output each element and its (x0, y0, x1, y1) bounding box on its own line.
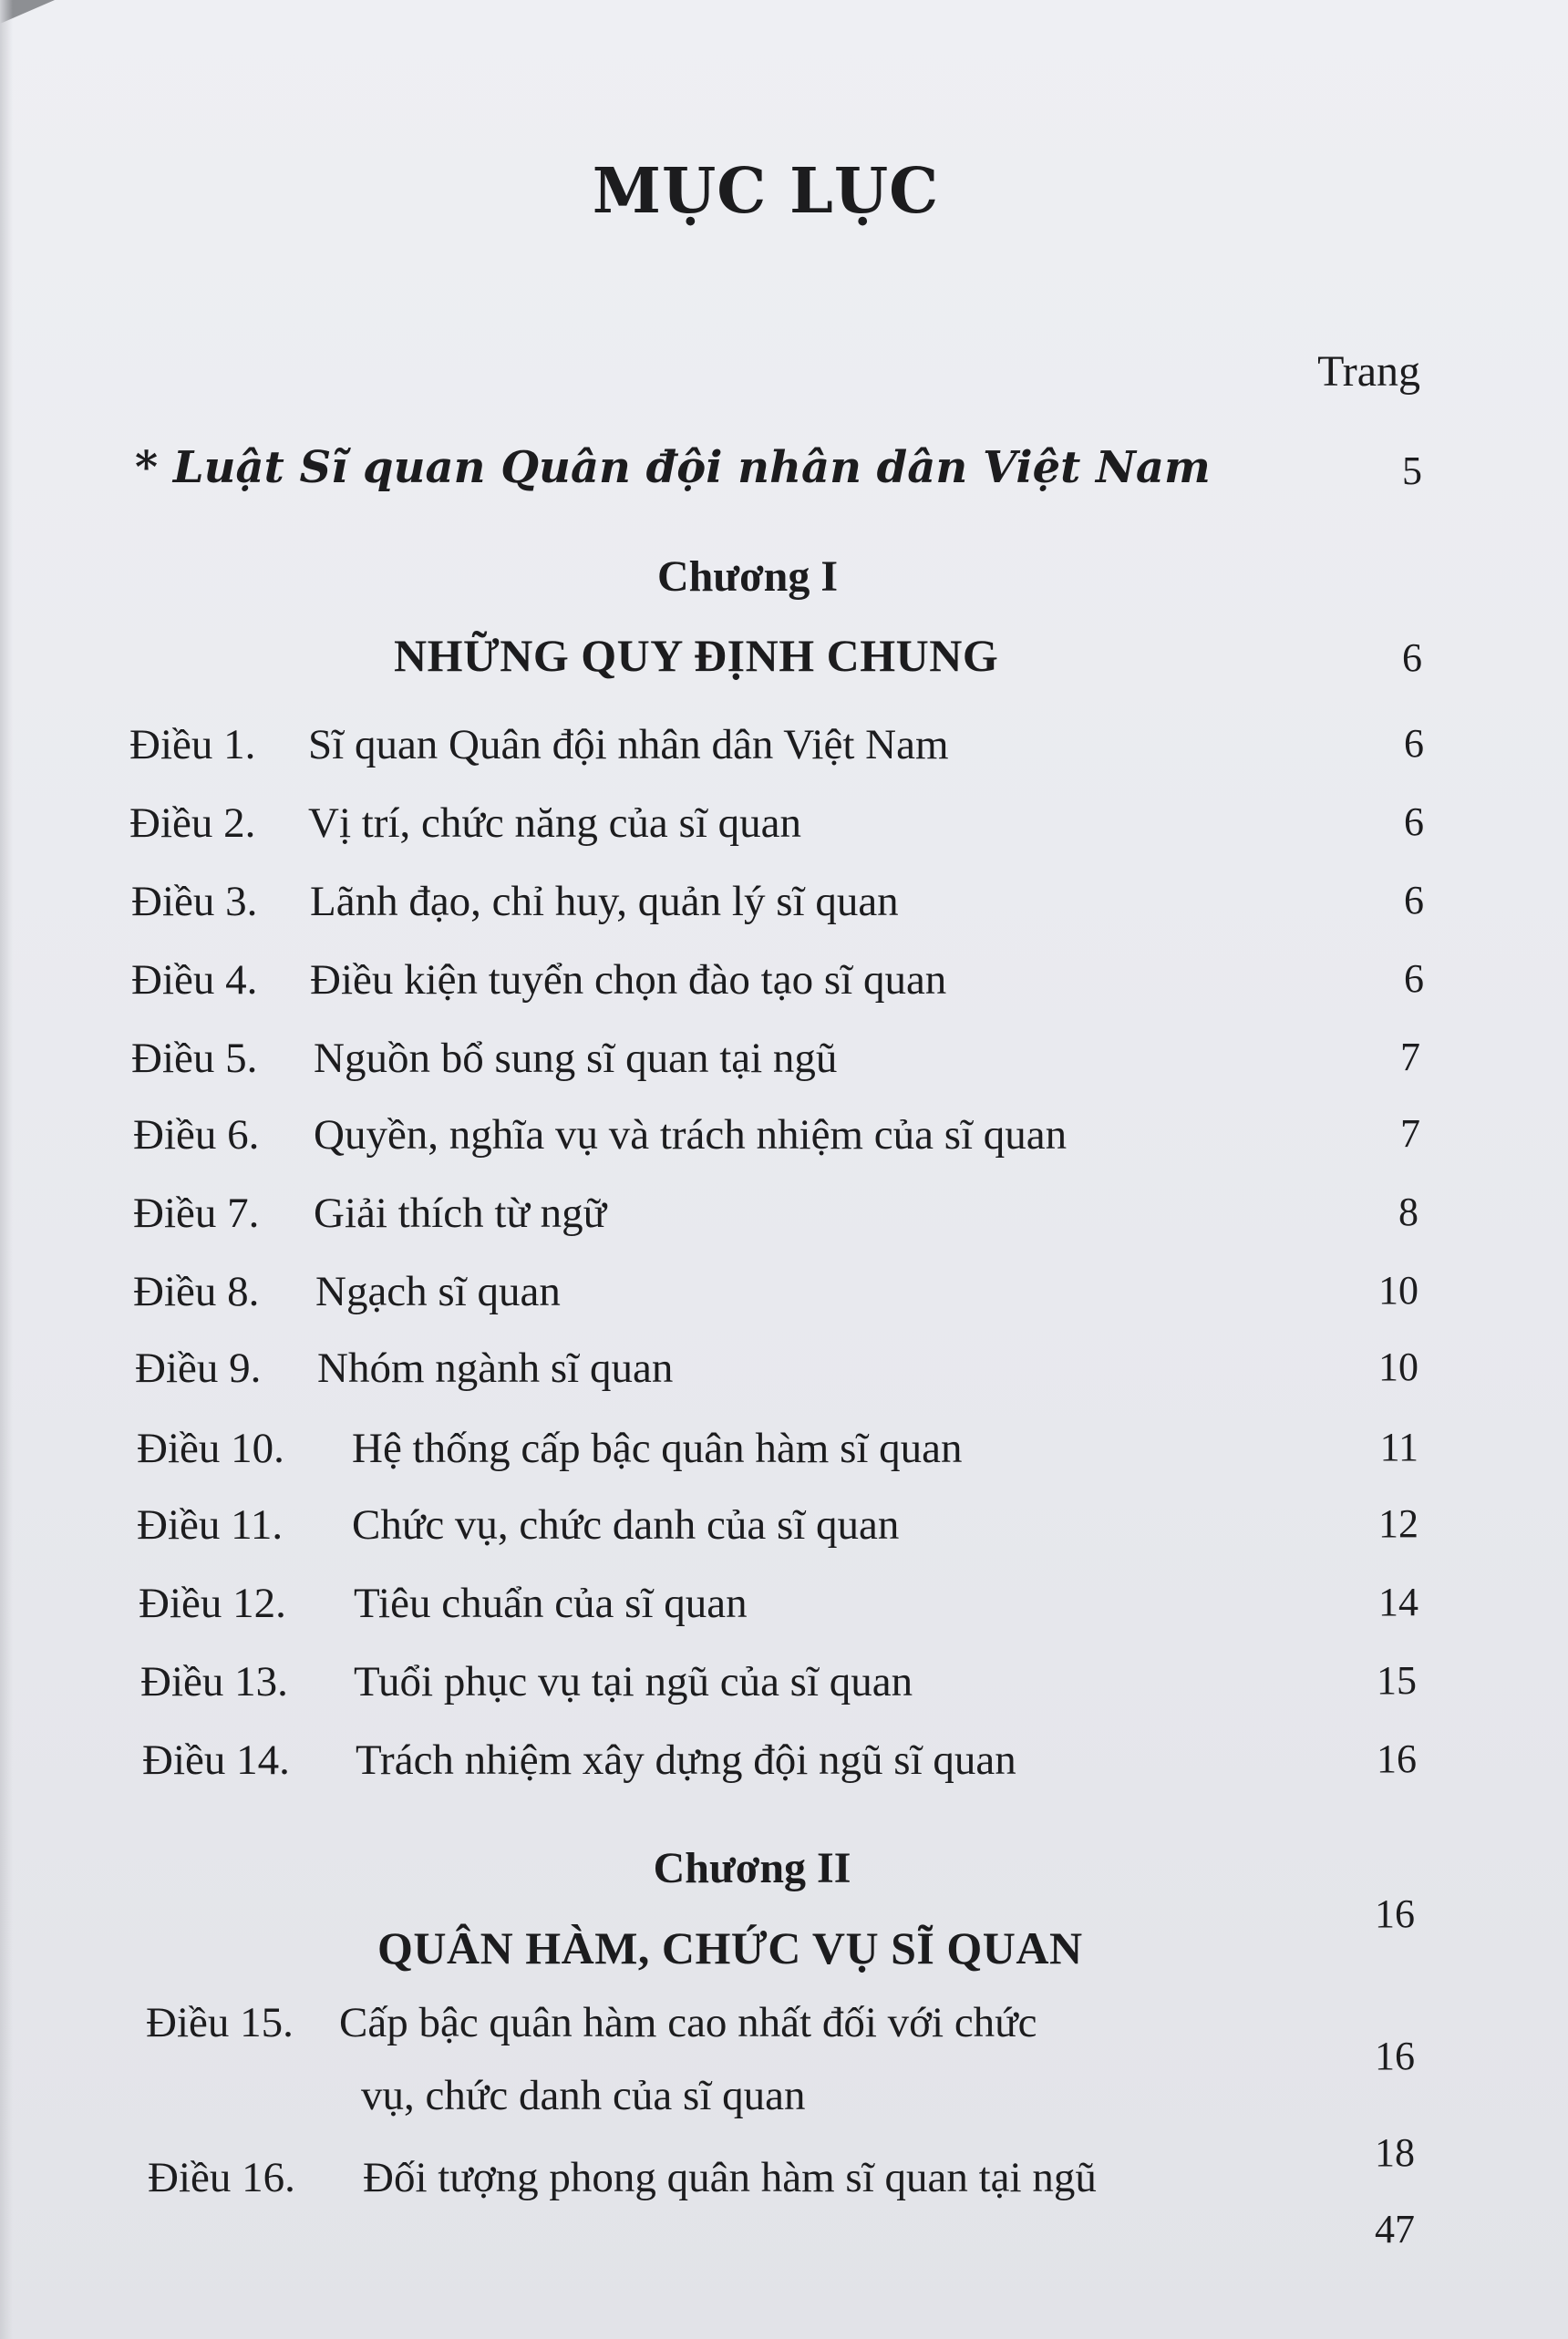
toc-entry-dieu-6 (133, 1110, 1420, 1174)
entry-page-number: 6 (1404, 799, 1424, 844)
entry-page-number: 10 (1378, 1345, 1418, 1389)
law-page-number: 5 (1402, 448, 1422, 493)
chapter-1-page-number: 6 (1402, 635, 1422, 680)
entry-number: Điều 11. (137, 1501, 284, 1549)
toc-entry-dieu-15 (146, 1998, 1415, 2062)
entry-title: Nhóm ngành sĩ quan (317, 1345, 674, 1392)
entry-number: Điều 8. (133, 1268, 260, 1315)
entry-title: Sĩ quan Quân đội nhân dân Việt Nam (308, 721, 949, 768)
toc-entry-dieu-8 (133, 1267, 1418, 1331)
entry-title: Trách nhiệm xây dựng đội ngũ sĩ quan (356, 1736, 1016, 1784)
entry-number: Điều 4. (131, 956, 258, 1004)
law-title: * Luật Sĩ quan Quân đội nhân dân Việt Nam (135, 442, 1211, 493)
entry-title: Cấp bậc quân hàm cao nhất đối với chức (339, 1999, 1037, 2046)
law-entry (135, 442, 1422, 504)
entry-title: Điều kiện tuyển chọn đào tạo sĩ quan (310, 956, 947, 1004)
toc-entry-dieu-9 (135, 1344, 1418, 1407)
entry-title: Nguồn bổ sung sĩ quan tại ngũ (314, 1035, 838, 1082)
entry-title: Hệ thống cấp bậc quân hàm sĩ quan (352, 1425, 963, 1472)
toc-entry-dieu-1 (129, 720, 1424, 784)
toc-entry-dieu-13 (140, 1657, 1417, 1721)
entry-page-number: 6 (1404, 878, 1424, 922)
chapter-1-title: NHỮNG QUY ĐỊNH CHUNG (394, 630, 999, 681)
entry-page-number: 6 (1404, 956, 1424, 1001)
entry-number: Điều 1. (129, 721, 256, 768)
toc-entry-dieu-5 (131, 1034, 1420, 1097)
entry-number: Điều 14. (142, 1736, 290, 1784)
toc-entry-dieu-2 (129, 799, 1424, 862)
toc-entry-dieu-12 (139, 1579, 1418, 1643)
entry-page-number: 6 (1404, 721, 1424, 766)
entry-page-number: 16 (1377, 1736, 1417, 1781)
entry-number: Điều 13. (140, 1658, 288, 1705)
entry-number: Điều 2. (129, 799, 256, 847)
toc-entry-dieu-11 (137, 1500, 1418, 1564)
entry-number: Điều 16. (148, 2154, 295, 2201)
entry-number: Điều 12. (139, 1580, 286, 1627)
toc-entry-dieu-15-page-number: 16 (1375, 2034, 1415, 2078)
toc-entry-dieu-3 (131, 877, 1424, 941)
entry-title: Ngạch sĩ quan (315, 1268, 561, 1315)
entry-number: Điều 6. (133, 1111, 260, 1159)
chapter-2-heading: Chương II (653, 1844, 851, 1892)
entry-title: Quyền, nghĩa vụ và trách nhiệm của sĩ quan (314, 1111, 1068, 1159)
toc-entry-dieu-4 (131, 955, 1424, 1019)
entry-page-number: 7 (1400, 1035, 1420, 1079)
entry-number: Điều 15. (146, 1999, 294, 2046)
entry-page-number: 12 (1378, 1501, 1418, 1546)
entry-title: Chức vụ, chức danh của sĩ quan (352, 1501, 900, 1549)
entry-page-number: 7 (1400, 1111, 1420, 1156)
toc-entry-dieu-7 (133, 1189, 1418, 1252)
entry-title: Tiêu chuẩn của sĩ quan (354, 1580, 748, 1627)
toc-title: MỤC LỤC (592, 155, 940, 228)
entry-page-number: 11 (1379, 1425, 1418, 1469)
chapter-2-title: QUÂN HÀM, CHỨC VỤ SĨ QUAN (377, 1922, 1083, 1973)
entry-page-number: 14 (1378, 1580, 1418, 1624)
footer-page-number: 47 (1375, 2207, 1415, 2251)
toc-entry-dieu-14 (142, 1736, 1417, 1799)
entry-number: Điều 5. (131, 1035, 258, 1082)
entry-page-number: 15 (1377, 1658, 1417, 1703)
entry-title: Lãnh đạo, chỉ huy, quản lý sĩ quan (310, 878, 899, 925)
entry-page-number: 8 (1398, 1190, 1418, 1234)
entry-page-number: 18 (1375, 2130, 1415, 2175)
entry-title: Giải thích từ ngữ (314, 1190, 607, 1237)
entry-number: Điều 7. (133, 1190, 260, 1237)
entry-number: Điều 9. (135, 1345, 262, 1392)
toc-entry-dieu-10 (137, 1424, 1418, 1488)
entry-title: Vị trí, chức năng của sĩ quan (308, 799, 802, 847)
chapter-1-heading: Chương I (656, 552, 839, 601)
toc-entry-dieu-16 (148, 2130, 1415, 2217)
page-column-label: Trang (1317, 347, 1420, 396)
entry-number: Điều 3. (131, 878, 258, 925)
entry-page-number: 10 (1378, 1268, 1418, 1313)
entry-title: Đối tượng phong quân hàm sĩ quan tại ngũ (363, 2154, 1097, 2201)
page-edge-shadow (0, 0, 13, 2339)
chapter-2-page-number: 16 (1375, 1891, 1415, 1936)
toc-entry-dieu-15-continuation: vụ, chức danh của sĩ quan (361, 2072, 806, 2119)
entry-number: Điều 10. (137, 1425, 284, 1472)
entry-title: Tuổi phục vụ tại ngũ của sĩ quan (354, 1658, 913, 1705)
